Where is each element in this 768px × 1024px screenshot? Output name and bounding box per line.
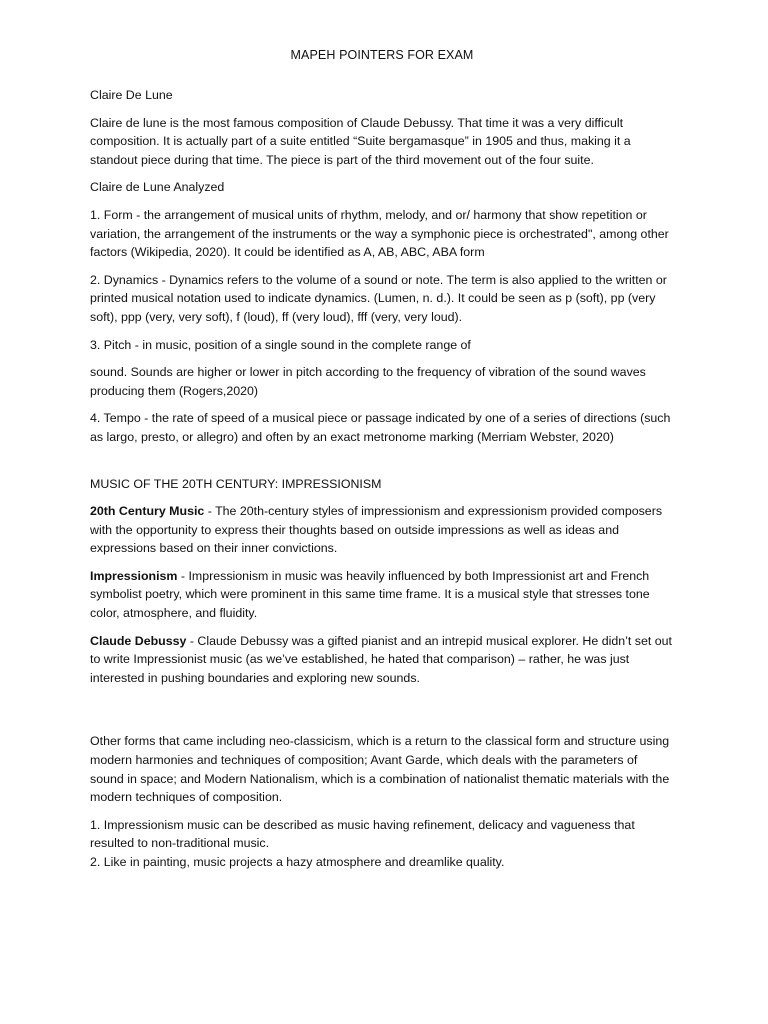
- claire-de-lune-intro: Claire de lune is the most famous composition of Claude Debussy. That time it was a very difficult composition. It is actually part of a suite entitled “Suite bergamasque” in 1905 and thus, making it a standout piece during that time. The piece is part of the third movement out of the four suite.: [90, 115, 631, 167]
- item-pitch-line2: sound. Sounds are higher or lower in pitch according to the frequency of vibration of the sound waves producing them (Rogers,2020): [90, 365, 646, 398]
- definition-text: - Impressionism in music was heavily influenced by both Impressionist art and French symbolist poetry, which were prominent in this same time frame. It is a musical style that stresses tone color, atmosphere, and fluidity.: [90, 568, 650, 621]
- item-pitch-line1: 3. Pitch - in music, position of a single sound in the complete range of: [90, 337, 471, 352]
- definition-text: - The 20th-century styles of impressionism and expressionism provided composers with the opportunity to express their thoughts based on outside impressions as well as ideas and expressions based on their inner convictions.: [90, 504, 663, 556]
- term-20th-century-music: 20th Century Music: [90, 504, 205, 519]
- item-dynamics: 2. Dynamics - Dynamics refers to the volume of a sound or note. The term is also applied to the written or printed musical notation used to indicate dynamics. (Lumen, n. d.). It could be seen as p (soft), pp (very soft), ppp (very, very soft), f (loud), ff (very loud), fff (very, very loud).: [90, 272, 667, 324]
- section-heading-impressionism: MUSIC OF THE 20TH CENTURY: IMPRESSIONISM: [90, 476, 382, 491]
- item-tempo: 4. Tempo - the rate of speed of a musical piece or passage indicated by one of a series of directions (such as largo, presto, or allegro) and often by an exact metronome marking (Merriam Webster, 2020): [90, 411, 671, 444]
- definition-claude-debussy: [90, 632, 674, 688]
- section-heading-claire-de-lune: Claire De Lune: [90, 88, 173, 102]
- document-title: MAPEH POINTERS FOR EXAM: [290, 48, 474, 62]
- definition-20th-century-music: [90, 502, 674, 558]
- point-painting-comparison: 2. Like in painting, music projects a hazy atmosphere and dreamlike quality.: [90, 855, 505, 869]
- spacer: [90, 456, 674, 475]
- item-form: 1. Form - the arrangement of musical units of rhythm, melody, and or/ harmony that show repetition or variation, the arrangement of the instruments or the way a symphonic piece is orchestrated", among other factors (Wikipedia, 2020). It could be identified as A, AB, ABC, ABA form: [90, 207, 669, 260]
- definition-impressionism: [90, 567, 674, 623]
- other-forms-paragraph: Other forms that came including neo-classicism, which is a return to the classical form and structure using modern harmonies and techniques of composition; Avant Garde, which deals with the parameters of sound in space; and Modern Nationalism, which is a combination of nationalist thematic materials with the modern techniques of composition.: [90, 734, 670, 805]
- term-claude-debussy: Claude Debussy: [90, 633, 187, 648]
- definition-text: - Claude Debussy was a gifted pianist and an intrepid musical explorer. He didn’t set out to write Impressionist music (as we’ve established, he hated that comparison) – rather, he was just interested in pushing boundaries and exploring new sounds.: [90, 633, 672, 685]
- term-impressionism: Impressionism: [90, 568, 178, 583]
- claire-de-lune-analyzed-heading: Claire de Lune Analyzed: [90, 180, 225, 195]
- spacer: [90, 696, 674, 732]
- point-impressionism-description: 1. Impressionism music can be described as music having refinement, delicacy and vagueness that resulted to non-traditional music.: [90, 817, 635, 851]
